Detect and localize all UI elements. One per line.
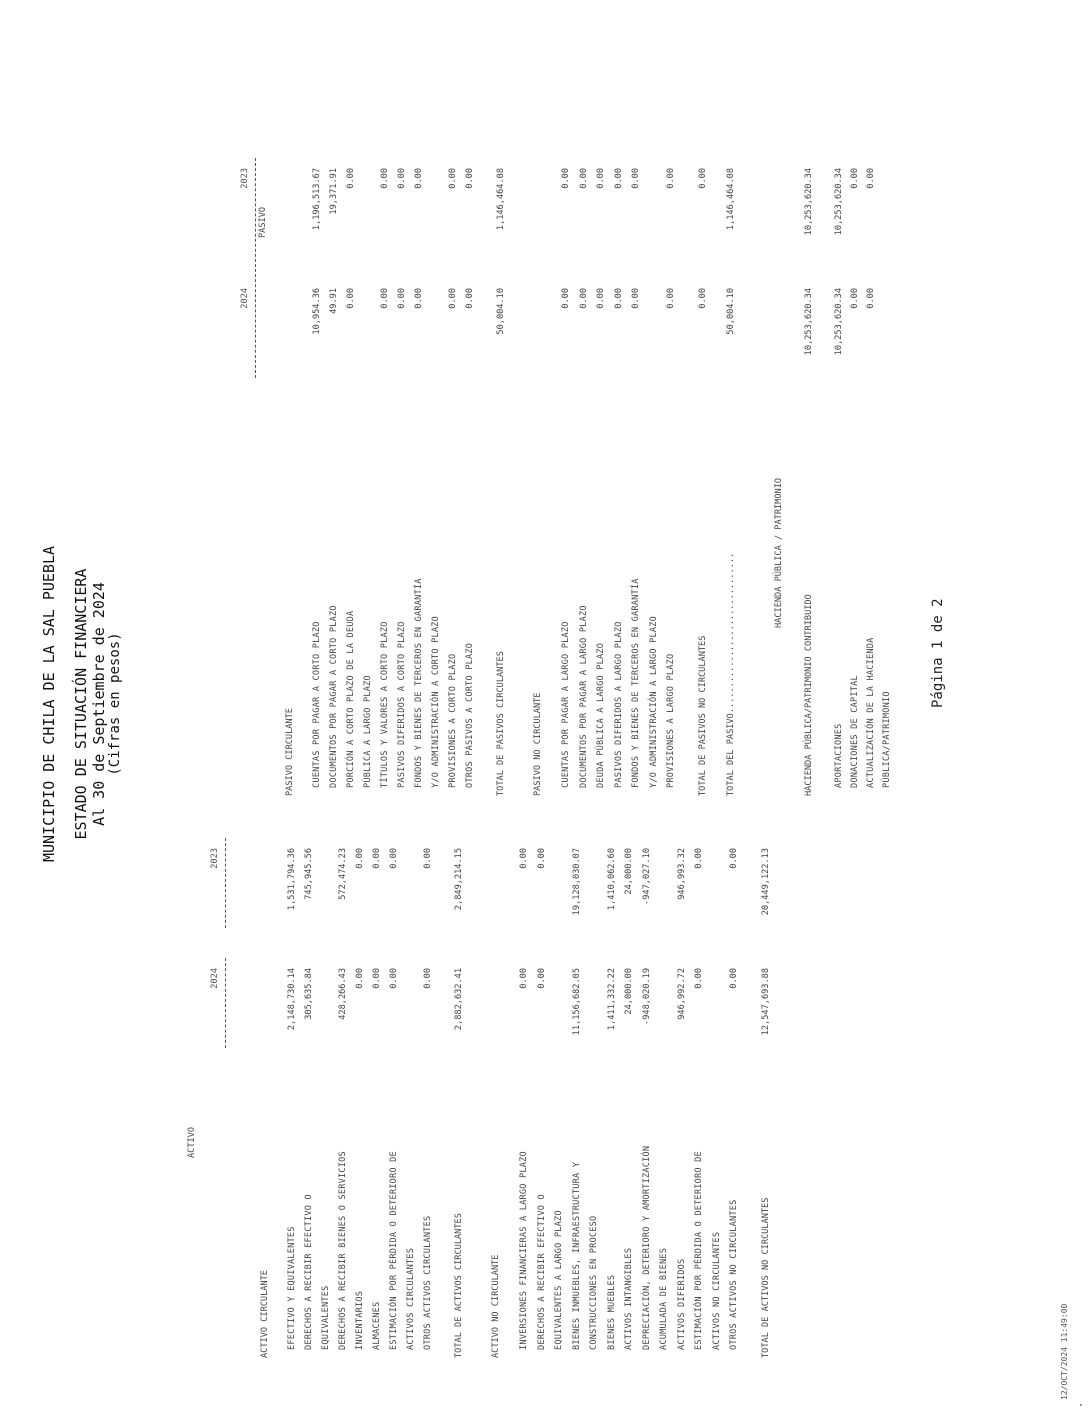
hacienda-title: HACIENDA PÚBLICA / PATRIMONIO xyxy=(774,477,785,628)
total-pasivo-2023: 1,146,464.08 xyxy=(726,168,737,231)
scan-mark xyxy=(1080,1404,1082,1406)
section-title: ACTIVO NO CIRCULANTE xyxy=(491,1254,502,1358)
row-value-2024: 0.00 xyxy=(389,968,400,989)
row-value-2023: 0.00 xyxy=(694,848,705,869)
row-value-2024: 24,000.00 xyxy=(624,968,635,1015)
hacienda-contribuido-2023: 10,253,620.34 xyxy=(804,168,815,236)
section-total-2023: 2,849,214.15 xyxy=(453,848,464,911)
row-value-2023: 0.00 xyxy=(448,168,459,189)
row-value-2023: 0.00 xyxy=(397,168,408,189)
section-total-2024: 0.00 xyxy=(697,288,708,309)
hacienda-row-2023: 0.00 xyxy=(850,168,861,189)
row-value-2023: 0.00 xyxy=(355,848,366,869)
statement-date: Al 30 de Septiembre de 2024 xyxy=(90,582,108,826)
row-label: CONSTRUCCIONES EN PROCESO xyxy=(589,1215,600,1350)
row-value-2024: 0.00 xyxy=(397,288,408,309)
section-total-label: TOTAL DE ACTIVOS CIRCULANTES xyxy=(453,1213,464,1358)
row-value-2023: 0.00 xyxy=(666,168,677,189)
row-value-2024: 428,266.43 xyxy=(338,968,349,1020)
row-label: ACTIVOS DIFERIDOS xyxy=(676,1258,687,1350)
row-label: PROVISIONES A LARGO PLAZO xyxy=(666,653,677,788)
row-label: DERECHOS A RECIBIR EFECTIVO O xyxy=(304,1194,315,1350)
row-value-2024: 0.00 xyxy=(355,968,366,989)
row-value-2024: 305,635.84 xyxy=(304,968,315,1020)
row-value-2023: 0.00 xyxy=(631,168,642,189)
row-value-2023: 0.00 xyxy=(578,168,589,189)
row-value-2023: 0.00 xyxy=(596,168,607,189)
hacienda-contribuido-2024: 10,253,620.34 xyxy=(804,288,815,356)
row-label: ALMACENES xyxy=(372,1301,383,1350)
row-value-2023: 0.00 xyxy=(372,848,383,869)
row-value-2024: 0.00 xyxy=(372,968,383,989)
hacienda-row-2023: 0.00 xyxy=(866,168,877,189)
row-value-2024: 0.00 xyxy=(561,288,572,309)
row-value-2024: 0.00 xyxy=(414,288,425,309)
section-total-label: TOTAL DE PASIVOS NO CIRCULANTES xyxy=(697,635,708,796)
hacienda-row-label: ACTUALIZACIÓN DE LA HACIENDA xyxy=(866,637,877,788)
row-label: OTROS ACTIVOS CIRCULANTES xyxy=(423,1215,434,1350)
row-label: CUENTAS POR PAGAR A CORTO PLAZO xyxy=(312,621,323,788)
row-value-2024: 0.00 xyxy=(631,288,642,309)
row-value-2024: 0.00 xyxy=(613,288,624,309)
section-total-2023: 1,146,464.08 xyxy=(495,168,506,231)
statement-units: (Cifras en pesos) xyxy=(107,632,123,776)
row-label: ACTIVOS INTANGIBLES xyxy=(624,1247,635,1350)
row-value-2024: 0.00 xyxy=(423,968,434,989)
row-label: DERECHOS A RECIBIR EFECTIVO O xyxy=(536,1194,547,1350)
row-label: DEPRECIACIÓN, DETERIORO Y AMORTIZACIÓN xyxy=(641,1145,652,1350)
col-2024-left: 2024 xyxy=(210,968,220,989)
row-value-2024: 0.00 xyxy=(694,968,705,989)
row-label: BIENES MUEBLES xyxy=(606,1274,617,1350)
row-label: EQUIVALENTES xyxy=(321,1285,332,1350)
row-label: DEUDA PÚBLICA A LARGO PLAZO xyxy=(596,642,607,788)
row-value-2023: 1,531,794.36 xyxy=(287,848,298,911)
section-title: PASIVO CIRCULANTE xyxy=(285,708,295,796)
row-value-2023: 0.00 xyxy=(380,168,391,189)
row-value-2023: 0.00 xyxy=(389,848,400,869)
section-total-2023: 20,449,122.13 xyxy=(760,848,771,916)
hacienda-row-2023: 10,253,620.34 xyxy=(834,168,845,236)
row-label: ESTIMACIÓN POR PÉRDIDA O DETERIORO DE xyxy=(389,1151,400,1350)
row-value-2024: 0.00 xyxy=(519,968,530,989)
row-value-2023: 572,474.23 xyxy=(338,848,349,900)
row-label: DOCUMENTOS POR PAGAR A CORTO PLAZO xyxy=(329,605,340,788)
col-2023-left: 2023 xyxy=(210,848,220,869)
row-value-2024: 10,954.36 xyxy=(312,288,323,335)
row-label: INVENTARIOS xyxy=(355,1290,366,1350)
hacienda-contribuido-label: HACIENDA PÚBLICA/PATRIMONIO CONTRIBUIDO xyxy=(804,594,815,796)
row-label: ESTIMACIÓN POR PÉRDIDA O DETERIORO DE xyxy=(694,1151,705,1350)
row-label: ACTIVOS CIRCULANTES xyxy=(406,1247,417,1350)
row-label: PASIVOS DIFERIDOS A CORTO PLAZO xyxy=(397,621,408,788)
hacienda-row-label: APORTACIONES xyxy=(834,723,845,788)
row-label: FONDOS Y BIENES DE TERCEROS EN GARANTÍA xyxy=(631,578,642,788)
section-total-label: TOTAL DE ACTIVOS NO CIRCULANTES xyxy=(760,1197,771,1358)
row-value-2023: 0.00 xyxy=(613,168,624,189)
row-label: OTROS ACTIVOS NO CIRCULANTES xyxy=(729,1199,740,1350)
hacienda-row-2024: 0.00 xyxy=(850,288,861,309)
row-label: CUENTAS POR PAGAR A LARGO PLAZO xyxy=(561,621,572,788)
row-value-2023: 0.00 xyxy=(519,848,530,869)
row-label: INVERSIONES FINANCIERAS A LARGO PLAZO xyxy=(519,1151,530,1350)
row-label: EFECTIVO Y EQUIVALENTES xyxy=(287,1226,298,1350)
row-value-2024: 11,156,682.05 xyxy=(571,968,582,1036)
row-label: EQUIVALENTES A LARGO PLAZO xyxy=(554,1210,565,1350)
row-label: DOCUMENTOS POR PAGAR A LARGO PLAZO xyxy=(578,605,589,788)
row-value-2024: 1,411,332.22 xyxy=(606,968,617,1031)
row-label: OTROS PASIVOS A CORTO PLAZO xyxy=(465,642,476,788)
page-number: Página 1 de 2 xyxy=(930,598,946,708)
section-total-label: TOTAL DE PASIVOS CIRCULANTES xyxy=(495,651,506,796)
row-label: ACUMULADA DE BIENES xyxy=(659,1247,670,1350)
col-2024-right: 2024 xyxy=(240,288,250,309)
row-label: ACTIVOS NO CIRCULANTES xyxy=(711,1231,722,1350)
section-total-2024: 50,004.10 xyxy=(495,288,506,335)
row-value-2023: 24,000.00 xyxy=(624,848,635,895)
row-value-2023: -947,027.10 xyxy=(641,848,652,905)
row-value-2023: 0.00 xyxy=(346,168,357,189)
row-value-2024: 49.91 xyxy=(329,288,340,314)
row-value-2024: 2,148,730.14 xyxy=(287,968,298,1031)
row-value-2024: 0.00 xyxy=(729,968,740,989)
row-value-2024: 0.00 xyxy=(465,288,476,309)
row-value-2023: 0.00 xyxy=(536,848,547,869)
hacienda-row-label: DONACIONES DE CAPITAL xyxy=(850,675,861,788)
row-label: FONDOS Y BIENES DE TERCEROS EN GARANTÍA xyxy=(414,578,425,788)
row-value-2023: 745,945.56 xyxy=(304,848,315,900)
row-value-2024: 0.00 xyxy=(380,288,391,309)
section-title: PASIVO NO CIRCULANTE xyxy=(533,692,544,796)
statement-title: ESTADO DE SITUACIÓN FINANCIERA xyxy=(72,568,90,840)
hacienda-row-2024: 10,253,620.34 xyxy=(834,288,845,356)
row-label: PASIVOS DIFERIDOS A LARGO PLAZO xyxy=(613,621,624,788)
row-label: BIENES INMUEBLES, INFRAESTRUCTURA Y xyxy=(571,1161,582,1350)
row-value-2023: 0.00 xyxy=(423,848,434,869)
row-value-2024: 0.00 xyxy=(536,968,547,989)
row-value-2024: 946,992.72 xyxy=(676,968,687,1020)
row-value-2023: 0.00 xyxy=(729,848,740,869)
row-value-2024: -948,020.19 xyxy=(641,968,652,1025)
section-title: ACTIVO CIRCULANTE xyxy=(260,1270,270,1358)
row-label: PORCIÓN A CORTO PLAZO DE LA DEUDA xyxy=(346,610,357,788)
row-label: PROVISIONES A CORTO PLAZO xyxy=(448,653,459,788)
total-pasivo-label: TOTAL DEL PASIVO............................... xyxy=(726,552,737,796)
pasivo-title: PASIVO xyxy=(258,206,268,238)
activo-title: ACTIVO xyxy=(187,1126,197,1158)
row-value-2023: 946,993.32 xyxy=(676,848,687,900)
section-total-2024: 2,882,632.41 xyxy=(453,968,464,1031)
row-label: Y/O ADMINISTRACIÓN A CORTO PLAZO xyxy=(431,616,442,788)
hacienda-row-label: PÚBLICA/PATRIMONIO xyxy=(882,691,893,788)
total-pasivo-2024: 50,004.10 xyxy=(726,288,737,335)
row-value-2023: 0.00 xyxy=(465,168,476,189)
col-2023-right: 2023 xyxy=(240,168,250,189)
rule-2023-left xyxy=(225,838,226,928)
entity-name: MUNICIPIO DE CHILA DE LA SAL PUEBLA xyxy=(40,545,58,863)
hacienda-row-2024: 0.00 xyxy=(866,288,877,309)
row-value-2024: 0.00 xyxy=(666,288,677,309)
row-value-2023: 0.00 xyxy=(561,168,572,189)
row-value-2023: 1,410,062.60 xyxy=(606,848,617,911)
row-value-2023: 1,196,513.67 xyxy=(312,168,323,231)
row-value-2024: 0.00 xyxy=(578,288,589,309)
row-label: PÚBLICA A LARGO PLAZO xyxy=(363,675,374,788)
row-value-2024: 0.00 xyxy=(448,288,459,309)
section-total-2024: 12,547,693.88 xyxy=(760,968,771,1036)
row-value-2023: 0.00 xyxy=(414,168,425,189)
row-value-2024: 0.00 xyxy=(596,288,607,309)
row-value-2023: 19,128,030.07 xyxy=(571,848,582,916)
section-total-2023: 0.00 xyxy=(697,168,708,189)
row-label: TÍTULOS Y VALORES A CORTO PLAZO xyxy=(380,621,391,788)
rule-right xyxy=(255,158,256,378)
print-stamp: 12/OCT/2024 11:49:00 xyxy=(1060,1303,1069,1400)
row-label: Y/O ADMINISTRACIÓN A LARGO PLAZO xyxy=(648,616,659,788)
row-value-2024: 0.00 xyxy=(346,288,357,309)
row-value-2023: 19,371.91 xyxy=(329,168,340,215)
row-label: DERECHOS A RECIBIR BIENES O SERVICIOS xyxy=(338,1151,349,1350)
rule-2024-left xyxy=(225,958,226,1048)
